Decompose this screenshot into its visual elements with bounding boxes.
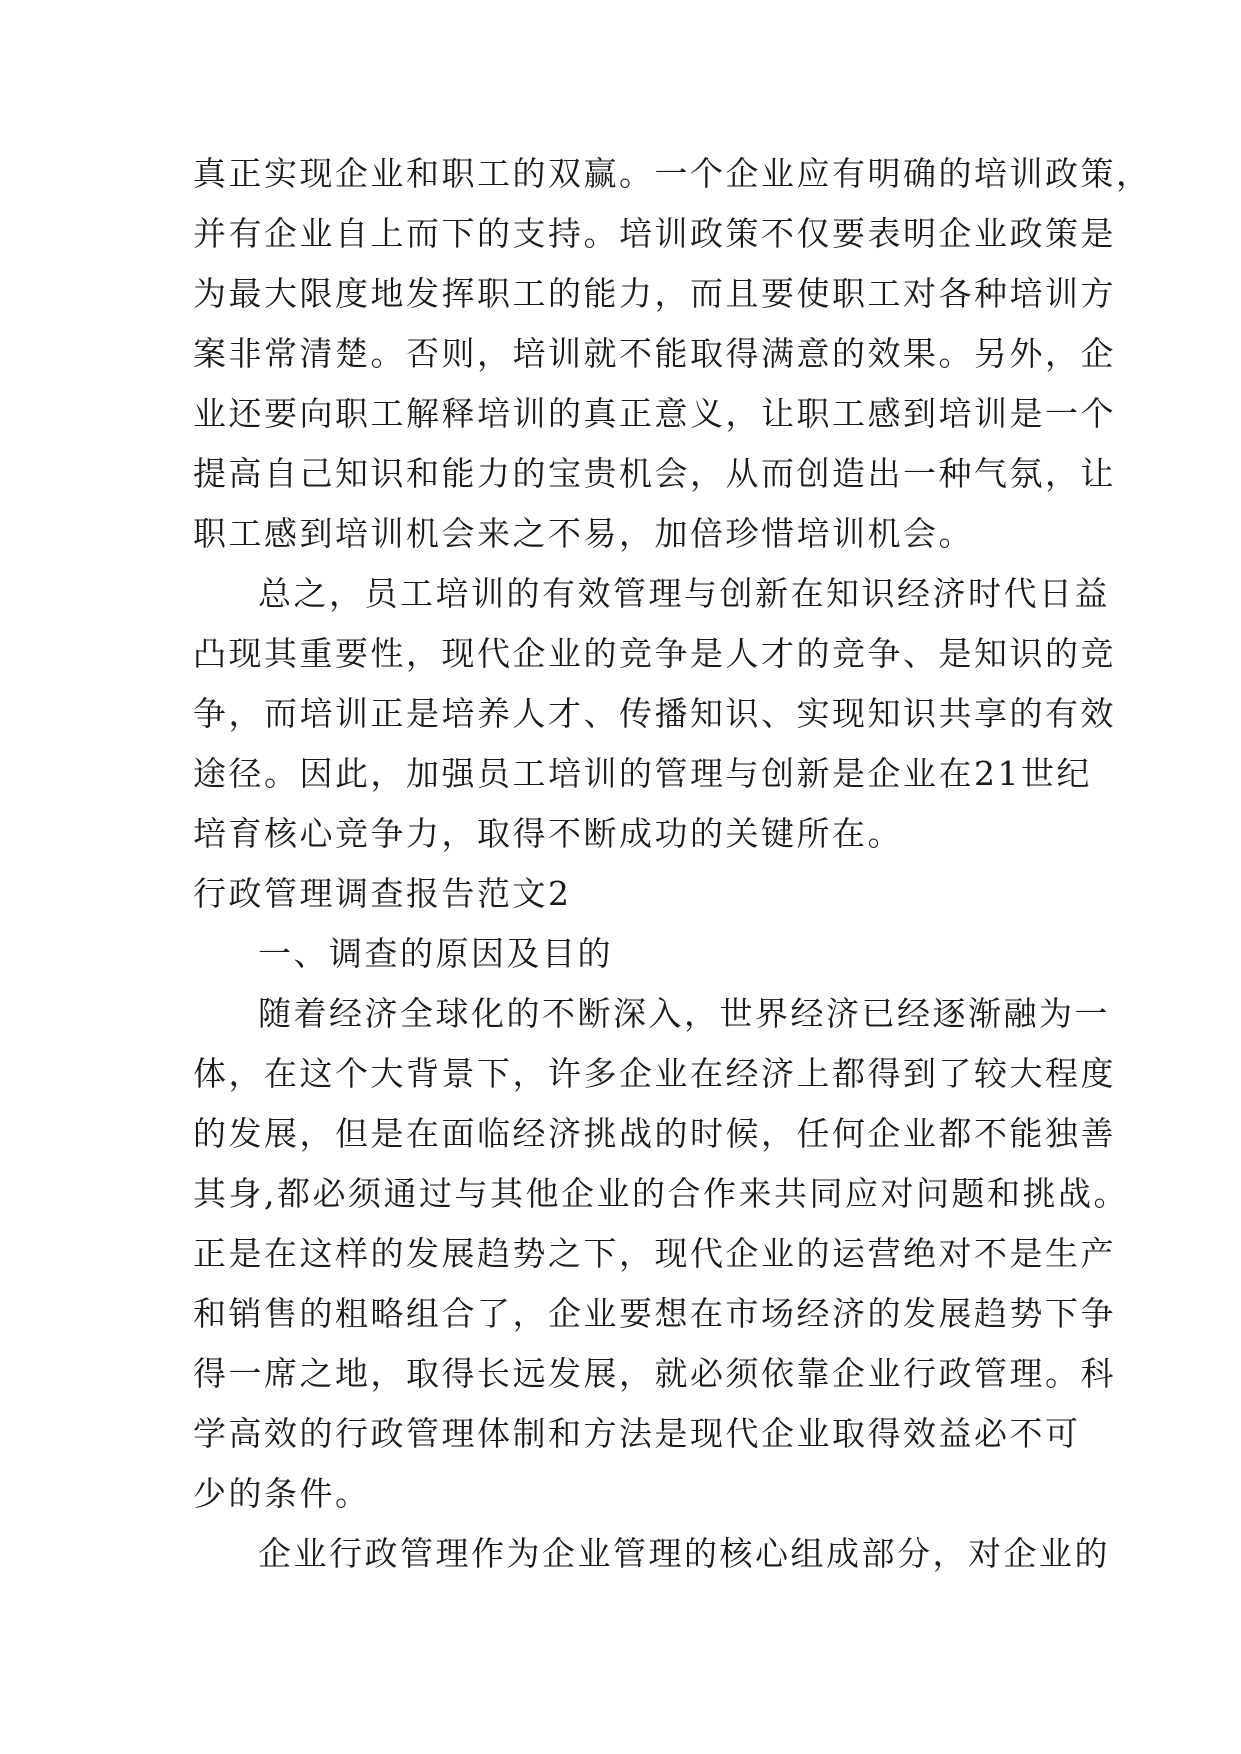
text-line: 业还要向职工解释培训的真正意义，让职工感到培训是一个 [193, 394, 1116, 433]
text-line: 和销售的粗略组合了，企业要想在市场经济的发展趋势下争 [193, 1294, 1116, 1333]
text-line: 少的条件。 [193, 1474, 371, 1513]
text-line: 并有企业自上而下的支持。培训政策不仅要表明企业政策是 [193, 214, 1116, 253]
text-line: 为最大限度地发挥职工的能力，而且要使职工对各种培训方 [193, 274, 1116, 313]
text-line: 途径。因此，加强员工培训的管理与创新是企业在21世纪 [193, 754, 1092, 793]
paragraph-start-line: 随着经济全球化的不断深入，世界经济已经逐渐融为一 [258, 994, 1110, 1033]
text-line: 职工感到培训机会来之不易，加倍珍惜培训机会。 [193, 514, 974, 553]
section-title: 行政管理调查报告范文2 [193, 874, 572, 913]
text-line: 正是在这样的发展趋势之下，现代企业的运营绝对不是生产 [193, 1234, 1116, 1273]
text-line: 争，而培训正是培养人才、传播知识、实现知识共享的有效 [193, 694, 1116, 733]
paragraph-start-line: 企业行政管理作为企业管理的核心组成部分，对企业的 [258, 1534, 1110, 1573]
subsection-heading: 一、调查的原因及目的 [258, 934, 613, 973]
text-line: 案非常清楚。否则，培训就不能取得满意的效果。另外，企 [193, 334, 1116, 373]
text-line: 培育核心竞争力，取得不断成功的关键所在。 [193, 814, 903, 853]
paragraph-start-line: 总之，员工培训的有效管理与创新在知识经济时代日益 [258, 574, 1110, 613]
text-line: 其身,都必须通过与其他企业的合作来共同应对问题和挑战。 [193, 1174, 1129, 1213]
text-line: 的发展，但是在面临经济挑战的时候，任何企业都不能独善 [193, 1114, 1116, 1153]
text-line: 体，在这个大背景下，许多企业在经济上都得到了较大程度 [193, 1054, 1116, 1093]
text-line: 真正实现企业和职工的双赢。一个企业应有明确的培训政策， [193, 154, 1152, 193]
text-line: 得一席之地，取得长远发展，就必须依靠企业行政管理。科 [193, 1354, 1116, 1393]
text-line: 学高效的行政管理体制和方法是现代企业取得效益必不可 [193, 1414, 1081, 1453]
text-line: 提高自己知识和能力的宝贵机会，从而创造出一种气氛，让 [193, 454, 1116, 493]
text-line: 凸现其重要性，现代企业的竞争是人才的竞争、是知识的竞 [193, 634, 1116, 673]
